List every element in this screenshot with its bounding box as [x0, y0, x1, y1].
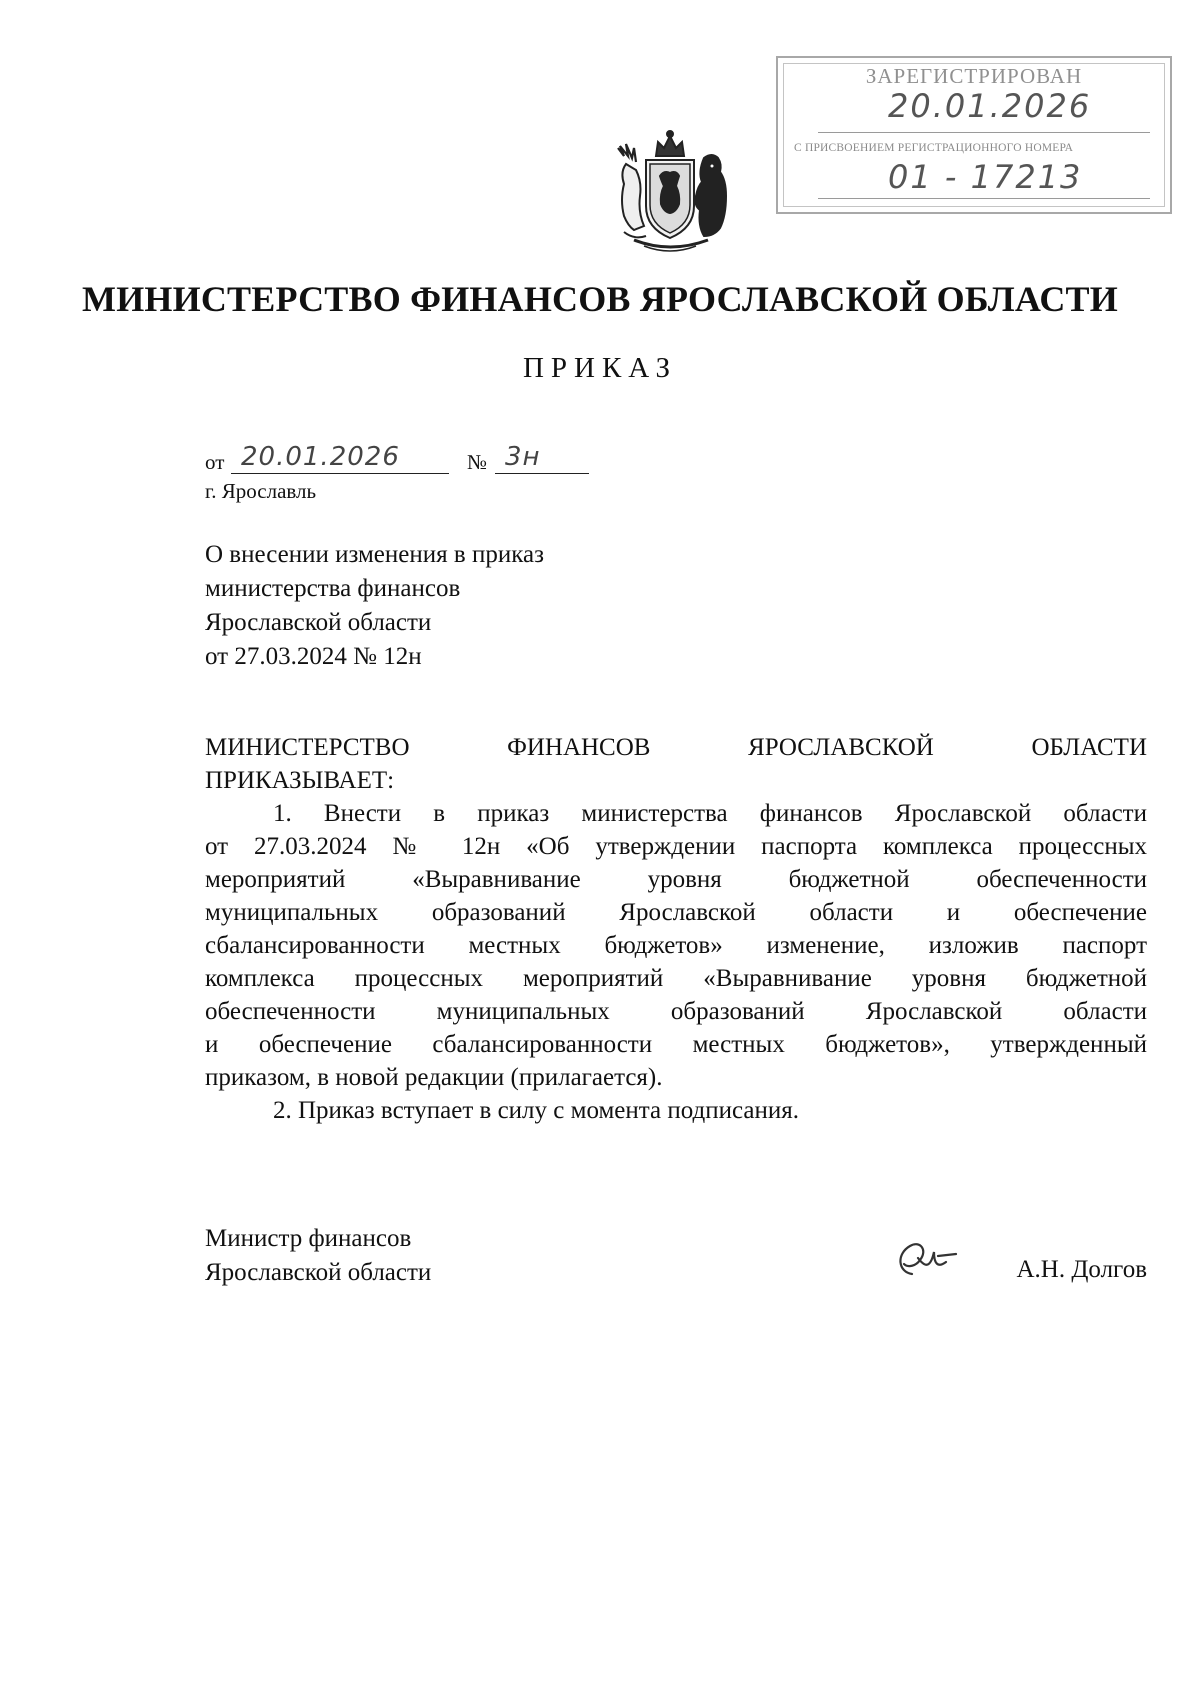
document-type-heading: ПРИКАЗ	[522, 352, 678, 384]
number-label: №	[467, 450, 488, 474]
stamp-number-line	[818, 198, 1150, 199]
subject-line: О внесении изменения в приказ	[205, 541, 544, 568]
ministry-heading: МИНИСТЕРСТВО ФИНАНСОВ ЯРОСЛАВСКОЙ ОБЛАСТИ	[82, 279, 1118, 319]
item1-line: мероприятий «Выравнивание уровня бюджетной обеспеченности	[205, 866, 1147, 893]
stamp-title: ЗАРЕГИСТРИРОВАН	[865, 64, 1083, 88]
item1-line: муниципальных образований Ярославской области и обеспечение	[205, 899, 1147, 926]
subject-line: министерства финансов	[205, 575, 461, 602]
number-underline	[495, 473, 589, 474]
handwritten-order-date: 20.01.2026	[241, 442, 400, 472]
order-body	[205, 731, 1147, 1127]
order-date-number-row	[205, 440, 625, 480]
city-line: г. Ярославль	[205, 479, 317, 503]
order-subject	[205, 538, 544, 674]
signatory-name: А.Н. Долгов	[1016, 1256, 1147, 1283]
subject-line: Ярославской области	[205, 609, 432, 636]
signatory-role-line: Министр финансов	[205, 1225, 412, 1252]
item1-line: комплекса процессных мероприятий «Выравнивание уровня бюджетной	[205, 965, 1147, 992]
date-underline	[231, 473, 449, 474]
item1-line: и обеспечение сбалансированности местных бюджетов», утвержденный	[205, 1031, 1147, 1058]
stamp-caption: С ПРИСВОЕНИЕМ РЕГИСТРАЦИОННОГО НОМЕРА	[794, 142, 1074, 154]
preamble-line: МИНИСТЕРСТВО ФИНАНСОВ ЯРОСЛАВСКОЙ ОБЛАСТИ	[205, 734, 1147, 761]
signatory-role-line: Ярославской области	[205, 1259, 432, 1286]
registration-stamp	[776, 56, 1172, 214]
signatory-role	[205, 1222, 431, 1290]
subject-line: от 27.03.2024 № 12н	[205, 643, 422, 670]
item1-line: от 27.03.2024 № 12н «Об утверждении паспорта комплекса процессных	[205, 833, 1147, 860]
stamp-handwritten-number: 01 - 17213	[888, 158, 1083, 196]
stamp-date-line	[818, 132, 1150, 133]
handwritten-signature-icon	[890, 1236, 960, 1284]
item1-line: обеспеченности муниципальных образований Ярославской области	[205, 998, 1147, 1025]
item1-line: 1. Внести в приказ министерства финансов Ярославской области	[273, 800, 1147, 827]
date-label: от	[205, 450, 225, 474]
item1-line: сбалансированности местных бюджетов» изменение, изложив паспорт	[205, 932, 1147, 959]
handwritten-order-number: 3н	[505, 442, 541, 472]
preamble-line: ПРИКАЗЫВАЕТ:	[205, 767, 395, 794]
coat-of-arms-icon	[600, 128, 740, 258]
item1-line: приказом, в новой редакции (прилагается).	[205, 1064, 663, 1091]
stamp-handwritten-date: 20.01.2026	[888, 87, 1092, 125]
item2-line: 2. Приказ вступает в силу с момента подписания.	[273, 1097, 799, 1124]
